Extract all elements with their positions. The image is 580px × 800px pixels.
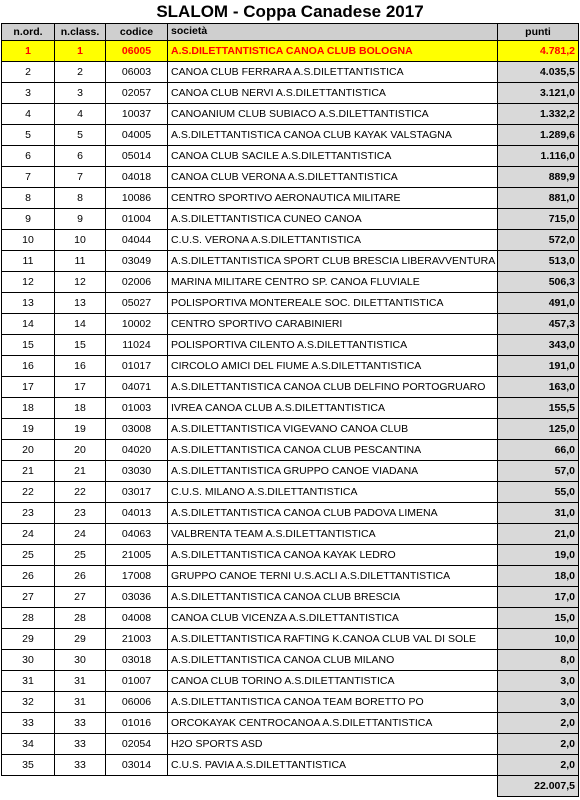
- row-points: 881,0: [498, 188, 579, 209]
- header-club: società: [168, 24, 498, 41]
- row-code: 05014: [106, 146, 168, 167]
- row-points: 715,0: [498, 209, 579, 230]
- row-class: 27: [55, 587, 106, 608]
- total-row: [2, 776, 579, 797]
- row-ord: 29: [2, 629, 55, 650]
- row-club: A.S.DILETTANTISTICA SPORT CLUB BRESCIA LIBERAVVENTURA: [168, 251, 498, 272]
- row-ord: 21: [2, 461, 55, 482]
- row-club: MARINA MILITARE CENTRO SP. CANOA FLUVIALE: [168, 272, 498, 293]
- row-code: 01007: [106, 671, 168, 692]
- row-points: 19,0: [498, 545, 579, 566]
- row-club: A.S.DILETTANTISTICA CANOA TEAM BORETTO PO: [168, 692, 498, 713]
- row-ord: 1: [2, 41, 55, 62]
- row-ord: 31: [2, 671, 55, 692]
- row-code: 01017: [106, 356, 168, 377]
- row-ord: 3: [2, 83, 55, 104]
- row-ord: 14: [2, 314, 55, 335]
- row-club: CANOA CLUB VERONA A.S.DILETTANTISTICA: [168, 167, 498, 188]
- row-club: CANOANIUM CLUB SUBIACO A.S.DILETTANTISTICA: [168, 104, 498, 125]
- row-code: 06005: [106, 41, 168, 62]
- row-code: 21003: [106, 629, 168, 650]
- table-row: [2, 629, 579, 650]
- row-points: 457,3: [498, 314, 579, 335]
- row-points: 889,9: [498, 167, 579, 188]
- row-ord: 20: [2, 440, 55, 461]
- row-points: 125,0: [498, 419, 579, 440]
- row-points: 3.121,0: [498, 83, 579, 104]
- row-ord: 34: [2, 734, 55, 755]
- row-ord: 26: [2, 566, 55, 587]
- header-code: codice: [106, 24, 168, 41]
- header-points: punti: [498, 24, 579, 41]
- row-class: 29: [55, 629, 106, 650]
- row-code: 02054: [106, 734, 168, 755]
- row-ord: 28: [2, 608, 55, 629]
- row-club: A.S.DILETTANTISTICA CANOA CLUB MILANO: [168, 650, 498, 671]
- row-ord: 7: [2, 167, 55, 188]
- row-code: 04008: [106, 608, 168, 629]
- row-points: 8,0: [498, 650, 579, 671]
- table-row: [2, 125, 579, 146]
- row-ord: 15: [2, 335, 55, 356]
- row-class: 12: [55, 272, 106, 293]
- row-code: 03014: [106, 755, 168, 776]
- table-row: [2, 482, 579, 503]
- row-ord: 24: [2, 524, 55, 545]
- row-code: 11024: [106, 335, 168, 356]
- row-class: 31: [55, 671, 106, 692]
- row-code: 04063: [106, 524, 168, 545]
- row-club: A.S.DILETTANTISTICA CANOA CLUB BRESCIA: [168, 587, 498, 608]
- row-code: 04013: [106, 503, 168, 524]
- row-club: POLISPORTIVA CILENTO A.S.DILETTANTISTICA: [168, 335, 498, 356]
- table-row: [2, 146, 579, 167]
- row-points: 1.116,0: [498, 146, 579, 167]
- row-points: 31,0: [498, 503, 579, 524]
- row-class: 13: [55, 293, 106, 314]
- row-points: 3,0: [498, 671, 579, 692]
- table-row: [2, 377, 579, 398]
- row-ord: 30: [2, 650, 55, 671]
- row-code: 02006: [106, 272, 168, 293]
- row-class: 8: [55, 188, 106, 209]
- row-points: 163,0: [498, 377, 579, 398]
- row-club: CANOA CLUB NERVI A.S.DILETTANTISTICA: [168, 83, 498, 104]
- row-code: 17008: [106, 566, 168, 587]
- row-points: 513,0: [498, 251, 579, 272]
- row-points: 21,0: [498, 524, 579, 545]
- row-ord: 10: [2, 230, 55, 251]
- row-class: 31: [55, 692, 106, 713]
- row-code: 06006: [106, 692, 168, 713]
- row-class: 23: [55, 503, 106, 524]
- row-ord: 9: [2, 209, 55, 230]
- row-points: 57,0: [498, 461, 579, 482]
- table-row: [2, 230, 579, 251]
- row-code: 04020: [106, 440, 168, 461]
- table-row: [2, 650, 579, 671]
- row-club: A.S.DILETTANTISTICA CANOA CLUB PESCANTINA: [168, 440, 498, 461]
- row-ord: 8: [2, 188, 55, 209]
- row-code: 10037: [106, 104, 168, 125]
- header-ord: n.ord.: [2, 24, 55, 41]
- table-row: [2, 608, 579, 629]
- row-points: 15,0: [498, 608, 579, 629]
- table-row: [2, 83, 579, 104]
- row-code: 02057: [106, 83, 168, 104]
- row-code: 01003: [106, 398, 168, 419]
- row-code: 05027: [106, 293, 168, 314]
- table-row: [2, 62, 579, 83]
- table-row: [2, 209, 579, 230]
- row-club: A.S.DILETTANTISTICA CANOA KAYAK LEDRO: [168, 545, 498, 566]
- row-ord: 17: [2, 377, 55, 398]
- row-points: 10,0: [498, 629, 579, 650]
- row-points: 191,0: [498, 356, 579, 377]
- row-club: A.S.DILETTANTISTICA CUNEO CANOA: [168, 209, 498, 230]
- row-points: 506,3: [498, 272, 579, 293]
- row-code: 06003: [106, 62, 168, 83]
- row-club: POLISPORTIVA MONTEREALE SOC. DILETTANTISTICA: [168, 293, 498, 314]
- row-ord: 11: [2, 251, 55, 272]
- table-row: [2, 293, 579, 314]
- row-code: 04005: [106, 125, 168, 146]
- row-ord: 16: [2, 356, 55, 377]
- row-class: 16: [55, 356, 106, 377]
- row-ord: 13: [2, 293, 55, 314]
- row-points: 491,0: [498, 293, 579, 314]
- row-points: 55,0: [498, 482, 579, 503]
- row-club: A.S.DILETTANTISTICA CANOA CLUB PADOVA LIMENA: [168, 503, 498, 524]
- table-row: [2, 272, 579, 293]
- row-class: 14: [55, 314, 106, 335]
- row-points: 343,0: [498, 335, 579, 356]
- row-class: 25: [55, 545, 106, 566]
- row-class: 10: [55, 230, 106, 251]
- table-row: [2, 167, 579, 188]
- table-row: [2, 188, 579, 209]
- row-ord: 35: [2, 755, 55, 776]
- table-row: [2, 587, 579, 608]
- row-ord: 6: [2, 146, 55, 167]
- row-club: CENTRO SPORTIVO AERONAUTICA MILITARE: [168, 188, 498, 209]
- row-class: 33: [55, 713, 106, 734]
- table-row: [2, 671, 579, 692]
- table-row: [2, 461, 579, 482]
- table-row: [2, 398, 579, 419]
- row-ord: 22: [2, 482, 55, 503]
- row-ord: 32: [2, 692, 55, 713]
- row-code: 03017: [106, 482, 168, 503]
- row-class: 24: [55, 524, 106, 545]
- row-club: C.U.S. MILANO A.S.DILETTANTISTICA: [168, 482, 498, 503]
- table-row: [2, 692, 579, 713]
- row-ord: 33: [2, 713, 55, 734]
- row-code: 01004: [106, 209, 168, 230]
- row-ord: 2: [2, 62, 55, 83]
- table-row: [2, 713, 579, 734]
- row-ord: 4: [2, 104, 55, 125]
- table-row: [2, 503, 579, 524]
- row-code: 04071: [106, 377, 168, 398]
- row-code: 01016: [106, 713, 168, 734]
- row-club: A.S.DILETTANTISTICA VIGEVANO CANOA CLUB: [168, 419, 498, 440]
- row-class: 18: [55, 398, 106, 419]
- row-class: 2: [55, 62, 106, 83]
- row-code: 03008: [106, 419, 168, 440]
- row-club: VALBRENTA TEAM A.S.DILETTANTISTICA: [168, 524, 498, 545]
- row-class: 9: [55, 209, 106, 230]
- row-club: CANOA CLUB FERRARA A.S.DILETTANTISTICA: [168, 62, 498, 83]
- row-club: C.U.S. PAVIA A.S.DILETTANTISTICA: [168, 755, 498, 776]
- row-club: A.S.DILETTANTISTICA CANOA CLUB DELFINO PORTOGRUARO: [168, 377, 498, 398]
- row-class: 7: [55, 167, 106, 188]
- row-code: 03018: [106, 650, 168, 671]
- row-club: A.S.DILETTANTISTICA CANOA CLUB KAYAK VALSTAGNA: [168, 125, 498, 146]
- row-club: CIRCOLO AMICI DEL FIUME A.S.DILETTANTISTICA: [168, 356, 498, 377]
- table-row: [2, 251, 579, 272]
- row-code: 03036: [106, 587, 168, 608]
- row-ord: 18: [2, 398, 55, 419]
- row-club: CANOA CLUB VICENZA A.S.DILETTANTISTICA: [168, 608, 498, 629]
- row-class: 33: [55, 755, 106, 776]
- row-class: 26: [55, 566, 106, 587]
- row-ord: 25: [2, 545, 55, 566]
- row-points: 4.035,5: [498, 62, 579, 83]
- row-club: H2O SPORTS ASD: [168, 734, 498, 755]
- row-class: 6: [55, 146, 106, 167]
- row-class: 22: [55, 482, 106, 503]
- row-class: 17: [55, 377, 106, 398]
- row-club: A.S.DILETTANTISTICA GRUPPO CANOE VIADANA: [168, 461, 498, 482]
- row-points: 1.289,6: [498, 125, 579, 146]
- row-class: 1: [55, 41, 106, 62]
- row-class: 21: [55, 461, 106, 482]
- row-code: 10086: [106, 188, 168, 209]
- row-points: 18,0: [498, 566, 579, 587]
- table-row: [2, 356, 579, 377]
- page-title: SLALOM - Coppa Canadese 2017: [156, 2, 424, 21]
- row-class: 15: [55, 335, 106, 356]
- table-row: [2, 566, 579, 587]
- table-row: [2, 545, 579, 566]
- row-points: 2,0: [498, 713, 579, 734]
- header-class: n.class.: [55, 24, 106, 41]
- table-row: [2, 440, 579, 461]
- ranking-table: [1, 23, 579, 797]
- row-club: C.U.S. VERONA A.S.DILETTANTISTICA: [168, 230, 498, 251]
- table-row: [2, 419, 579, 440]
- row-code: 03030: [106, 461, 168, 482]
- row-club: ORCOKAYAK CENTROCANOA A.S.DILETTANTISTICA: [168, 713, 498, 734]
- row-class: 20: [55, 440, 106, 461]
- table-header-row: [2, 24, 579, 41]
- row-class: 3: [55, 83, 106, 104]
- row-club: GRUPPO CANOE TERNI U.S.ACLI A.S.DILETTANTISTICA: [168, 566, 498, 587]
- table-row: [2, 314, 579, 335]
- row-code: 10002: [106, 314, 168, 335]
- table-row: [2, 104, 579, 125]
- row-ord: 12: [2, 272, 55, 293]
- row-club: A.S.DILETTANTISTICA CANOA CLUB BOLOGNA: [168, 41, 498, 62]
- row-code: 21005: [106, 545, 168, 566]
- ranking-body: [2, 41, 579, 776]
- table-row: [2, 335, 579, 356]
- table-row: [2, 41, 579, 62]
- row-points: 66,0: [498, 440, 579, 461]
- row-points: 2,0: [498, 755, 579, 776]
- row-club: IVREA CANOA CLUB A.S.DILETTANTISTICA: [168, 398, 498, 419]
- row-class: 28: [55, 608, 106, 629]
- row-points: 2,0: [498, 734, 579, 755]
- total-points: 22.007,5: [498, 776, 579, 797]
- row-class: 33: [55, 734, 106, 755]
- row-club: CENTRO SPORTIVO CARABINIERI: [168, 314, 498, 335]
- row-points: 17,0: [498, 587, 579, 608]
- row-class: 11: [55, 251, 106, 272]
- row-class: 19: [55, 419, 106, 440]
- row-points: 572,0: [498, 230, 579, 251]
- row-ord: 27: [2, 587, 55, 608]
- row-code: 04044: [106, 230, 168, 251]
- row-club: CANOA CLUB SACILE A.S.DILETTANTISTICA: [168, 146, 498, 167]
- table-row: [2, 734, 579, 755]
- table-row: [2, 755, 579, 776]
- row-points: 3,0: [498, 692, 579, 713]
- row-ord: 23: [2, 503, 55, 524]
- row-club: CANOA CLUB TORINO A.S.DILETTANTISTICA: [168, 671, 498, 692]
- row-code: 04018: [106, 167, 168, 188]
- row-ord: 5: [2, 125, 55, 146]
- row-club: A.S.DILETTANTISTICA RAFTING K.CANOA CLUB VAL DI SOLE: [168, 629, 498, 650]
- row-points: 155,5: [498, 398, 579, 419]
- row-class: 5: [55, 125, 106, 146]
- row-points: 1.332,2: [498, 104, 579, 125]
- row-class: 4: [55, 104, 106, 125]
- row-ord: 19: [2, 419, 55, 440]
- row-code: 03049: [106, 251, 168, 272]
- row-points: 4.781,2: [498, 41, 579, 62]
- row-class: 30: [55, 650, 106, 671]
- table-row: [2, 524, 579, 545]
